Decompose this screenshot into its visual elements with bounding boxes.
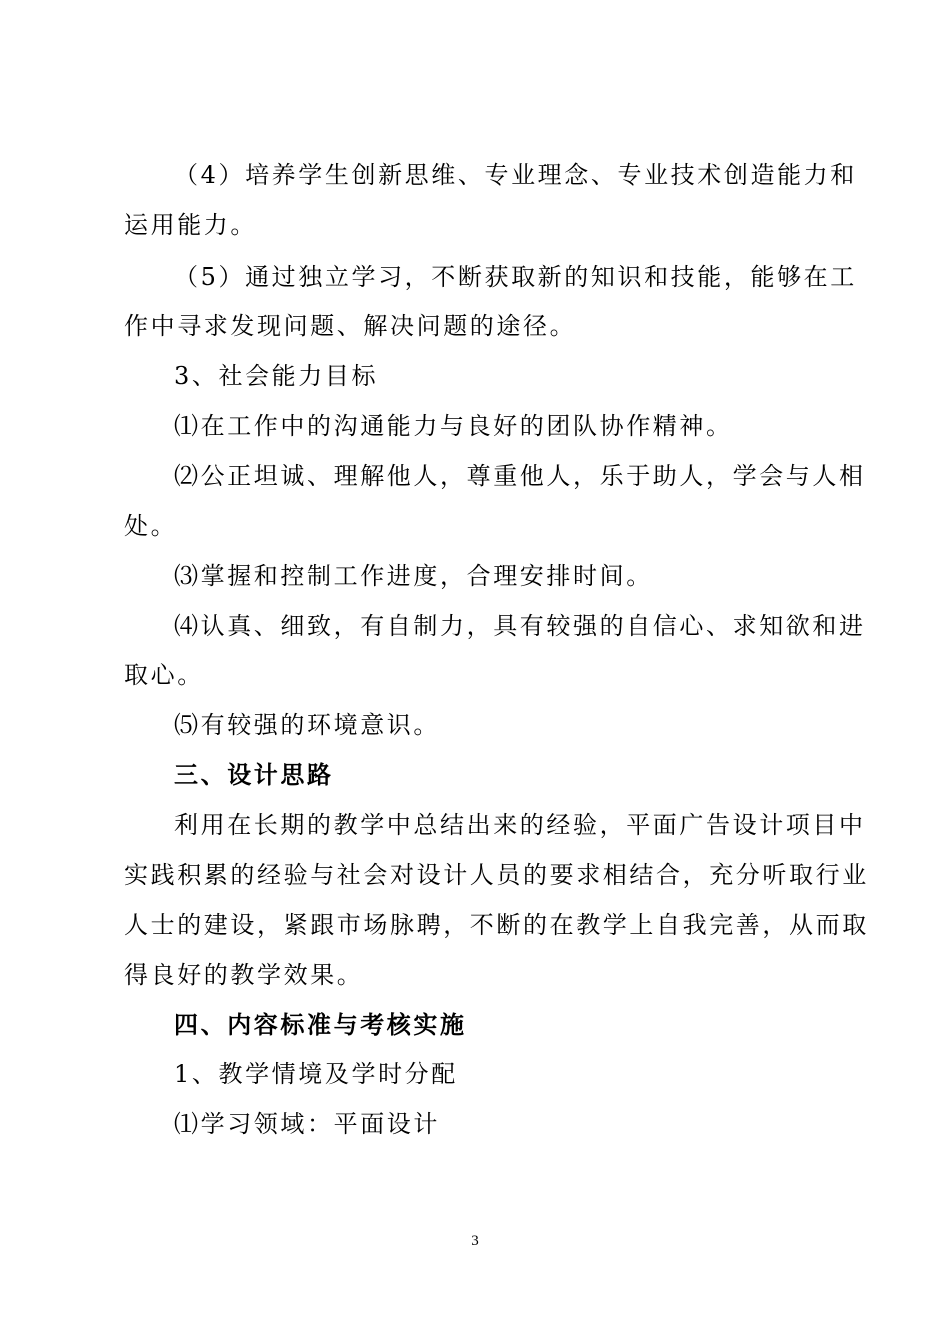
text-line: ⑷认真、细致，有自制力，具有较强的自信心、求知欲和进 [174, 612, 866, 640]
text-line: （5）通过独立学习，不断获取新的知识和技能，能够在工 [174, 263, 857, 291]
text-line: 利用在长期的教学中总结出来的经验，平面广告设计项目中 [174, 811, 866, 839]
text-line: 得良好的教学效果。 [124, 961, 364, 989]
section-heading: 三、设计思路 [174, 760, 334, 789]
text-line: ⑸有较强的环境意识。 [174, 711, 440, 739]
text-line: （4）培养学生创新思维、专业理念、专业技术创造能力和 [174, 161, 857, 189]
text-line: ⑶掌握和控制工作进度，合理安排时间。 [174, 562, 653, 590]
text-line: 实践积累的经验与社会对设计人员的要求相结合，充分听取行业 [124, 861, 869, 889]
text-line: 作中寻求发现问题、解决问题的途径。 [124, 312, 577, 340]
section-heading: 四、内容标准与考核实施 [174, 1010, 467, 1039]
section-subheading: 3、社会能力目标 [174, 362, 379, 390]
text-line: 处。 [124, 512, 178, 540]
text-line: ⑴学习领域：平面设计 [174, 1110, 440, 1138]
text-line: 取心。 [124, 661, 204, 689]
section-subheading: 1、教学情境及学时分配 [174, 1060, 458, 1088]
text-line: 运用能力。 [124, 211, 257, 239]
text-line: ⑴在工作中的沟通能力与良好的团队协作精神。 [174, 412, 733, 440]
page-number: 3 [471, 1233, 479, 1249]
text-line: 人士的建设，紧跟市场脉聘，不断的在教学上自我完善，从而取 [124, 911, 869, 939]
text-line: ⑵公正坦诚、理解他人，尊重他人，乐于助人，学会与人相 [174, 462, 866, 490]
